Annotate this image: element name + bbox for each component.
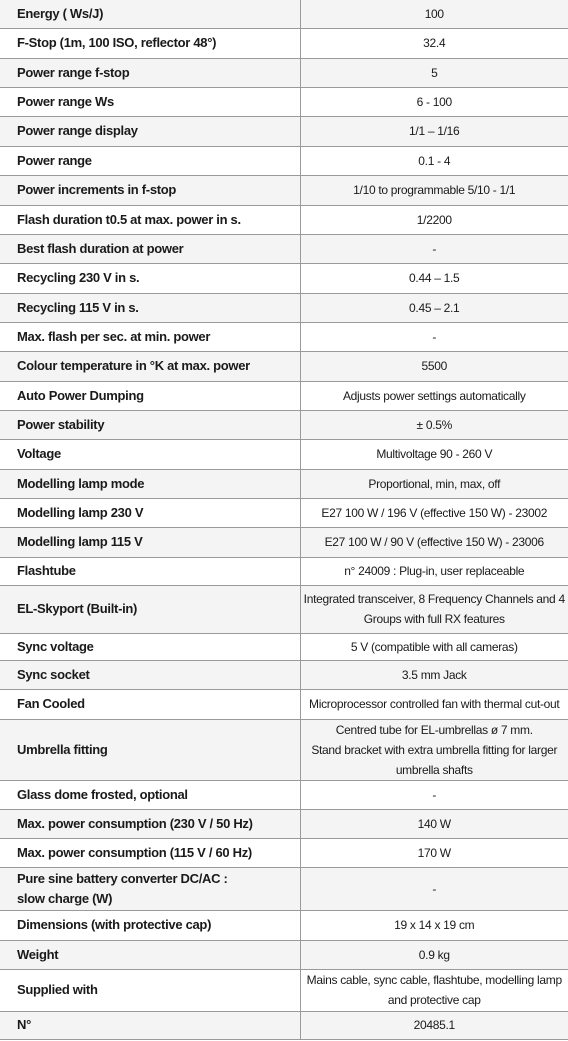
spec-value: - <box>300 780 568 809</box>
spec-label: Recycling 230 V in s. <box>0 263 300 293</box>
spec-label: Energy ( Ws/J) <box>0 0 300 28</box>
spec-label: Max. power consumption (115 V / 60 Hz) <box>0 838 300 867</box>
spec-label: F-Stop (1m, 100 ISO, reflector 48°) <box>0 28 300 58</box>
spec-value: Centred tube for EL-umbrellas ø 7 mm. Stand bracket with extra umbrella fitting for larger umbrella shafts <box>300 719 568 780</box>
spec-value: 100 <box>300 0 568 28</box>
spec-value: 0.1 - 4 <box>300 146 568 175</box>
table-row <box>0 322 568 351</box>
spec-value: 5 <box>300 58 568 87</box>
spec-label: Power range f-stop <box>0 58 300 87</box>
table-row <box>0 633 568 660</box>
spec-label: Voltage <box>0 439 300 469</box>
table-row <box>0 498 568 527</box>
spec-value: Integrated transceiver, 8 Frequency Channels and 4 Groups with full RX features <box>300 585 568 633</box>
spec-value: ± 0.5% <box>300 410 568 439</box>
spec-value: 20485.1 <box>300 1011 568 1039</box>
table-row <box>0 0 568 28</box>
spec-value: E27 100 W / 90 V (effective 150 W) - 23006 <box>300 527 568 557</box>
spec-value: Multivoltage 90 - 260 V <box>300 439 568 469</box>
table-row <box>0 263 568 293</box>
spec-label: Sync socket <box>0 660 300 689</box>
table-row <box>0 116 568 146</box>
spec-value: Microprocessor controlled fan with thermal cut-out <box>300 689 568 719</box>
spec-value: 0.9 kg <box>300 940 568 969</box>
spec-label: Power range <box>0 146 300 175</box>
spec-label: Modelling lamp 115 V <box>0 527 300 557</box>
table-row <box>0 87 568 116</box>
spec-value: 32.4 <box>300 28 568 58</box>
spec-label: Flash duration t0.5 at max. power in s. <box>0 205 300 234</box>
spec-label: Sync voltage <box>0 633 300 660</box>
spec-label: Power range Ws <box>0 87 300 116</box>
spec-label: Weight <box>0 940 300 969</box>
spec-value: E27 100 W / 196 V (effective 150 W) - 23002 <box>300 498 568 527</box>
table-row <box>0 867 568 910</box>
table-row <box>0 205 568 234</box>
table-row <box>0 969 568 1011</box>
table-row <box>0 527 568 557</box>
table-row <box>0 910 568 940</box>
table-row <box>0 1011 568 1039</box>
table-row <box>0 940 568 969</box>
spec-label: Pure sine battery converter DC/AC : slow charge (W) <box>0 867 300 910</box>
spec-label: Modelling lamp mode <box>0 469 300 498</box>
spec-label: Modelling lamp 230 V <box>0 498 300 527</box>
table-row <box>0 809 568 838</box>
spec-label: Umbrella fitting <box>0 719 300 780</box>
spec-value: - <box>300 322 568 351</box>
spec-label: Max. flash per sec. at min. power <box>0 322 300 351</box>
spec-label: Glass dome frosted, optional <box>0 780 300 809</box>
spec-value: Mains cable, sync cable, flashtube, modelling lamp and protective cap <box>300 969 568 1011</box>
spec-label: Power stability <box>0 410 300 439</box>
spec-label: Colour temperature in °K at max. power <box>0 351 300 381</box>
spec-value: 6 - 100 <box>300 87 568 116</box>
table-row <box>0 557 568 585</box>
spec-value: 0.45 – 2.1 <box>300 293 568 322</box>
spec-label: Power range display <box>0 116 300 146</box>
spec-value: 5500 <box>300 351 568 381</box>
spec-value: 5 V (compatible with all cameras) <box>300 633 568 660</box>
spec-label: Power increments in f-stop <box>0 175 300 205</box>
spec-label: Fan Cooled <box>0 689 300 719</box>
spec-label: Recycling 115 V in s. <box>0 293 300 322</box>
spec-value: 19 x 14 x 19 cm <box>300 910 568 940</box>
spec-label: N° <box>0 1011 300 1039</box>
spec-value: 1/10 to programmable 5/10 - 1/1 <box>300 175 568 205</box>
spec-label: Auto Power Dumping <box>0 381 300 410</box>
table-row <box>0 28 568 58</box>
spec-label: Max. power consumption (230 V / 50 Hz) <box>0 809 300 838</box>
spec-label: Dimensions (with protective cap) <box>0 910 300 940</box>
spec-value: 1/1 – 1/16 <box>300 116 568 146</box>
table-row <box>0 146 568 175</box>
spec-value: n° 24009 : Plug-in, user replaceable <box>300 557 568 585</box>
table-row <box>0 439 568 469</box>
spec-value: 0.44 – 1.5 <box>300 263 568 293</box>
table-row <box>0 410 568 439</box>
table-row <box>0 780 568 809</box>
spec-label: Best flash duration at power <box>0 234 300 263</box>
spec-value: 3.5 mm Jack <box>300 660 568 689</box>
table-row <box>0 719 568 780</box>
table-row <box>0 175 568 205</box>
spec-value: - <box>300 234 568 263</box>
table-row <box>0 234 568 263</box>
spec-value: - <box>300 867 568 910</box>
table-row <box>0 585 568 633</box>
table-row <box>0 689 568 719</box>
spec-label: Flashtube <box>0 557 300 585</box>
spec-value: Adjusts power settings automatically <box>300 381 568 410</box>
spec-value: 140 W <box>300 809 568 838</box>
spec-value: 170 W <box>300 838 568 867</box>
spec-label: EL-Skyport (Built-in) <box>0 585 300 633</box>
table-row <box>0 838 568 867</box>
table-row <box>0 469 568 498</box>
spec-label: Supplied with <box>0 969 300 1011</box>
table-row <box>0 293 568 322</box>
table-row <box>0 351 568 381</box>
spec-value: Proportional, min, max, off <box>300 469 568 498</box>
table-row <box>0 660 568 689</box>
spec-value: 1/2200 <box>300 205 568 234</box>
table-row <box>0 381 568 410</box>
table-row <box>0 58 568 87</box>
